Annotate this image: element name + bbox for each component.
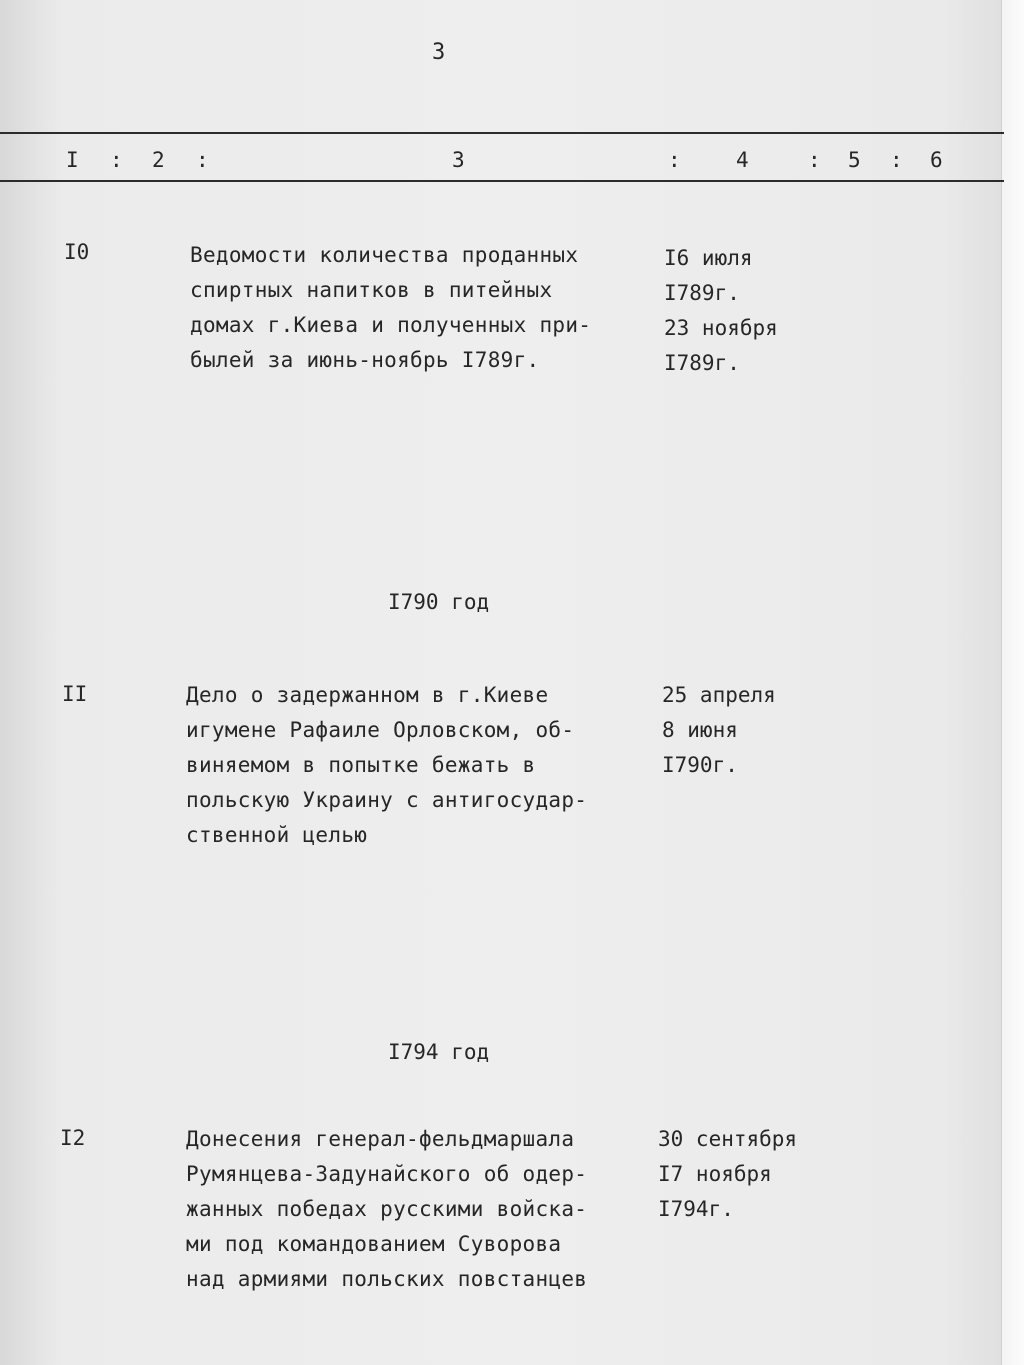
entry-number: I0	[64, 240, 90, 264]
page-edge	[1001, 0, 1024, 1365]
entry-dates: I6 июля I789г. 23 ноября I789г.	[664, 246, 778, 375]
header-rule-top	[0, 132, 1004, 134]
column-header-3: 3	[452, 148, 465, 172]
entry-description: Дело о задержанном в г.Киеве игумене Рафаиле Орловском, об- виняемом в попытке бежать в польскую Украину с антигосудар- ственной целью	[186, 683, 588, 847]
column-header-2: 2	[152, 148, 165, 172]
column-separator: :	[196, 148, 209, 172]
entry-dates: 30 сентября I7 ноября I794г.	[658, 1127, 798, 1221]
year-heading: I794 год	[388, 1040, 490, 1064]
column-header-1: I	[66, 148, 79, 172]
entry-number: II	[62, 682, 88, 706]
year-heading: I790 год	[388, 590, 490, 614]
entry-number: I2	[60, 1126, 86, 1150]
column-separator: :	[668, 148, 681, 172]
header-rule-bottom	[0, 180, 1004, 182]
page-number: 3	[432, 40, 446, 65]
column-header-6: 6	[930, 148, 943, 172]
entry-dates: 25 апреля 8 июня I790г.	[662, 683, 776, 777]
column-separator: :	[110, 148, 123, 172]
column-separator: :	[808, 148, 821, 172]
column-separator: :	[890, 148, 903, 172]
column-header-5: 5	[848, 148, 861, 172]
column-header-4: 4	[736, 148, 749, 172]
entry-description: Донесения генерал-фельдмаршала Румянцева-Задунайского об одер- жанных победах русскими войска- ми под командованием Суворова над армиями польских повстанцев	[186, 1127, 588, 1291]
entry-description: Ведомости количества проданных спиртных напитков в питейных домах г.Киева и полученных при- былей за июнь-ноябрь I789г.	[190, 243, 592, 372]
